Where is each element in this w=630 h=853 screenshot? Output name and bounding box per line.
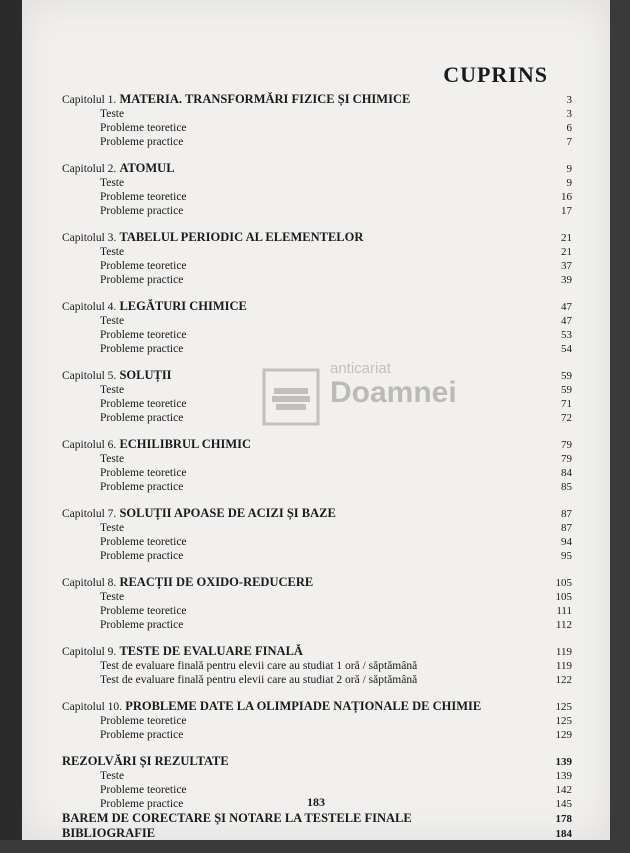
chapter-entry <box>62 437 572 494</box>
chapter-name: SOLUȚII <box>119 368 172 382</box>
table-of-contents <box>62 92 572 853</box>
chapter-entry <box>62 575 572 632</box>
chapter-title-row <box>62 368 572 383</box>
toc-item-label: Probleme practice <box>100 136 184 148</box>
chapter-entry <box>62 699 572 742</box>
toc-item-page: 17 <box>561 205 572 217</box>
chapter-title-row <box>62 299 572 314</box>
chapter-number: Capitolul 10. <box>62 701 123 713</box>
chapter-heading <box>62 92 410 107</box>
chapter-name: MATERIA. TRANSFORMĂRI FIZICE ȘI CHIMICE <box>119 92 411 106</box>
chapter-number: Capitolul 1. <box>62 94 117 106</box>
toc-item-page: 87 <box>561 522 572 534</box>
page-edge <box>0 0 22 840</box>
chapter-number: Capitolul 7. <box>62 508 117 520</box>
chapter-name: SOLUȚII APOASE DE ACIZI ȘI BAZE <box>119 506 336 520</box>
toc-item-label: Teste <box>100 522 125 534</box>
toc-item <box>62 342 572 356</box>
toc-item <box>62 383 572 397</box>
chapter-title-row <box>62 230 572 245</box>
toc-item-label: Probleme teoretice <box>100 191 187 203</box>
toc-item <box>62 273 572 287</box>
toc-item <box>62 245 572 259</box>
chapter-page: 59 <box>561 370 572 382</box>
chapter-heading <box>62 299 247 314</box>
toc-item-page: 85 <box>561 481 572 493</box>
toc-item <box>62 659 572 673</box>
toc-item-page: 139 <box>555 770 572 782</box>
page-title: CUPRINS <box>443 62 548 87</box>
toc-item-label: Test de evaluare finală pentru elevii care au studiat 2 oră / săptămână <box>100 674 418 686</box>
bibliografie-row <box>62 826 572 841</box>
toc-item-label: Teste <box>100 591 125 603</box>
toc-item <box>62 480 572 494</box>
toc-item <box>62 204 572 218</box>
toc-item-page: 16 <box>561 191 572 203</box>
chapter-name: TESTE DE EVALUARE FINALĂ <box>119 644 303 658</box>
toc-item-label: Probleme teoretice <box>100 467 187 479</box>
chapter-number: Capitolul 6. <box>62 439 117 451</box>
toc-item-label: Probleme practice <box>100 205 184 217</box>
toc-item-label: Teste <box>100 315 125 327</box>
toc-item-label: Probleme teoretice <box>100 329 187 341</box>
chapter-page: 87 <box>561 508 572 520</box>
toc-item-page: 79 <box>561 453 572 465</box>
chapter-heading <box>62 161 175 176</box>
barem-title: BAREM DE CORECTARE ȘI NOTARE LA TESTELE FINALE <box>62 811 412 825</box>
toc-item-label: Teste <box>100 246 125 258</box>
chapter-name: TABELUL PERIODIC AL ELEMENTELOR <box>119 230 364 244</box>
toc-item-page: 94 <box>561 536 572 548</box>
toc-item-page: 37 <box>561 260 572 272</box>
chapter-entry <box>62 230 572 287</box>
toc-item-label: Teste <box>100 770 125 782</box>
toc-item-page: 119 <box>555 660 572 672</box>
chapter-entry <box>62 644 572 687</box>
barem-page: 178 <box>555 813 572 825</box>
chapter-heading <box>62 575 313 590</box>
chapter-heading <box>62 437 251 452</box>
chapter-title-row <box>62 506 572 521</box>
toc-item <box>62 190 572 204</box>
chapter-number: Capitolul 2. <box>62 163 117 175</box>
chapter-name: LEGĂTURI CHIMICE <box>119 299 247 313</box>
chapter-title-row <box>62 92 572 107</box>
toc-item <box>62 452 572 466</box>
chapter-name: ECHILIBRUL CHIMIC <box>119 437 252 451</box>
toc-item-page: 71 <box>561 398 572 410</box>
chapter-title-row <box>62 644 572 659</box>
bibliografie-page: 184 <box>555 828 572 840</box>
toc-item <box>62 549 572 563</box>
toc-item-page: 129 <box>555 729 572 741</box>
chapter-entry <box>62 368 572 425</box>
chapter-name: PROBLEME DATE LA OLIMPIADE NAȚIONALE DE CHIMIE <box>125 699 482 713</box>
toc-item-page: 59 <box>561 384 572 396</box>
chapter-page: 119 <box>555 646 572 658</box>
toc-item <box>62 135 572 149</box>
toc-item-label: Probleme teoretice <box>100 260 187 272</box>
barem-row <box>62 811 572 826</box>
chapter-number: Capitolul 9. <box>62 646 117 658</box>
toc-item-label: Probleme teoretice <box>100 398 187 410</box>
book-page <box>22 0 610 840</box>
chapter-number: Capitolul 8. <box>62 577 117 589</box>
toc-item-label: Probleme practice <box>100 619 184 631</box>
chapter-heading <box>62 506 336 521</box>
toc-item <box>62 328 572 342</box>
toc-item-page: 72 <box>561 412 572 424</box>
toc-item-label: Probleme teoretice <box>100 605 187 617</box>
chapter-title-row <box>62 161 572 176</box>
toc-item <box>62 107 572 121</box>
toc-item <box>62 618 572 632</box>
toc-item <box>62 535 572 549</box>
toc-item <box>62 259 572 273</box>
toc-item <box>62 604 572 618</box>
chapter-entry <box>62 506 572 563</box>
toc-item <box>62 714 572 728</box>
toc-item-label: Teste <box>100 384 125 396</box>
toc-item <box>62 314 572 328</box>
toc-item-label: Probleme teoretice <box>100 536 187 548</box>
chapter-page: 105 <box>555 577 572 589</box>
toc-item <box>62 728 572 742</box>
toc-item-page: 7 <box>566 136 572 148</box>
page-number: 183 <box>307 795 325 809</box>
rezolvari-title-row <box>62 754 572 769</box>
chapter-entry <box>62 161 572 218</box>
toc-item-label: Teste <box>100 177 125 189</box>
toc-item-label: Probleme teoretice <box>100 122 187 134</box>
toc-item-page: 39 <box>561 274 572 286</box>
toc-item-page: 112 <box>555 619 572 631</box>
chapter-title-row <box>62 437 572 452</box>
toc-item <box>62 397 572 411</box>
toc-item-page: 95 <box>561 550 572 562</box>
toc-item <box>62 466 572 480</box>
toc-item <box>62 176 572 190</box>
chapter-title-row <box>62 575 572 590</box>
toc-item-label: Probleme teoretice <box>100 715 187 727</box>
toc-item-label: Probleme practice <box>100 550 184 562</box>
toc-item-page: 142 <box>555 784 572 796</box>
rezolvari-title: REZOLVĂRI ȘI REZULTATE <box>62 754 229 768</box>
chapter-page: 125 <box>555 701 572 713</box>
toc-item-page: 6 <box>566 122 572 134</box>
toc-item <box>62 411 572 425</box>
toc-item <box>62 769 572 783</box>
toc-item-label: Probleme practice <box>100 798 184 810</box>
toc-item-label: Probleme practice <box>100 729 184 741</box>
toc-item-page: 9 <box>566 177 572 189</box>
watermark-line2: Doamnei <box>330 376 457 409</box>
rezolvari-page: 139 <box>555 756 572 768</box>
toc-item-label: Teste <box>100 108 125 120</box>
chapter-page: 47 <box>561 301 572 313</box>
toc-item-label: Test de evaluare finală pentru elevii care au studiat 1 oră / săptămână <box>100 660 418 672</box>
chapter-page: 3 <box>566 94 572 106</box>
bibliografie-title: BIBLIOGRAFIE <box>62 826 156 840</box>
toc-item-page: 53 <box>561 329 572 341</box>
watermark-line1: anticariat <box>330 360 391 377</box>
toc-item-page: 145 <box>555 798 572 810</box>
chapter-page: 9 <box>566 163 572 175</box>
chapter-number: Capitolul 3. <box>62 232 117 244</box>
chapter-page: 79 <box>561 439 572 451</box>
toc-item-page: 105 <box>555 591 572 603</box>
chapter-heading <box>62 230 363 245</box>
chapter-entry <box>62 92 572 149</box>
toc-item-page: 21 <box>561 246 572 258</box>
toc-item <box>62 121 572 135</box>
toc-item-page: 84 <box>561 467 572 479</box>
chapter-number: Capitolul 4. <box>62 301 117 313</box>
toc-item-label: Probleme practice <box>100 412 184 424</box>
toc-item-page: 54 <box>561 343 572 355</box>
chapter-entry <box>62 299 572 356</box>
toc-item-page: 125 <box>555 715 572 727</box>
toc-item-label: Probleme practice <box>100 274 184 286</box>
toc-item <box>62 673 572 687</box>
toc-item-label: Teste <box>100 453 125 465</box>
chapter-heading <box>62 699 481 714</box>
toc-item-page: 3 <box>566 108 572 120</box>
toc-item <box>62 521 572 535</box>
chapter-name: ATOMUL <box>119 161 175 175</box>
chapter-title-row <box>62 699 572 714</box>
chapter-page: 21 <box>561 232 572 244</box>
toc-item-label: Probleme teoretice <box>100 784 187 796</box>
chapter-name: REACȚII DE OXIDO-REDUCERE <box>119 575 314 589</box>
chapter-heading <box>62 644 303 659</box>
toc-item-page: 47 <box>561 315 572 327</box>
toc-item-page: 111 <box>556 605 572 617</box>
toc-item <box>62 590 572 604</box>
chapter-number: Capitolul 5. <box>62 370 117 382</box>
toc-item-label: Probleme practice <box>100 343 184 355</box>
toc-item-page: 122 <box>555 674 572 686</box>
chapter-heading <box>62 368 172 383</box>
toc-item-label: Probleme practice <box>100 481 184 493</box>
